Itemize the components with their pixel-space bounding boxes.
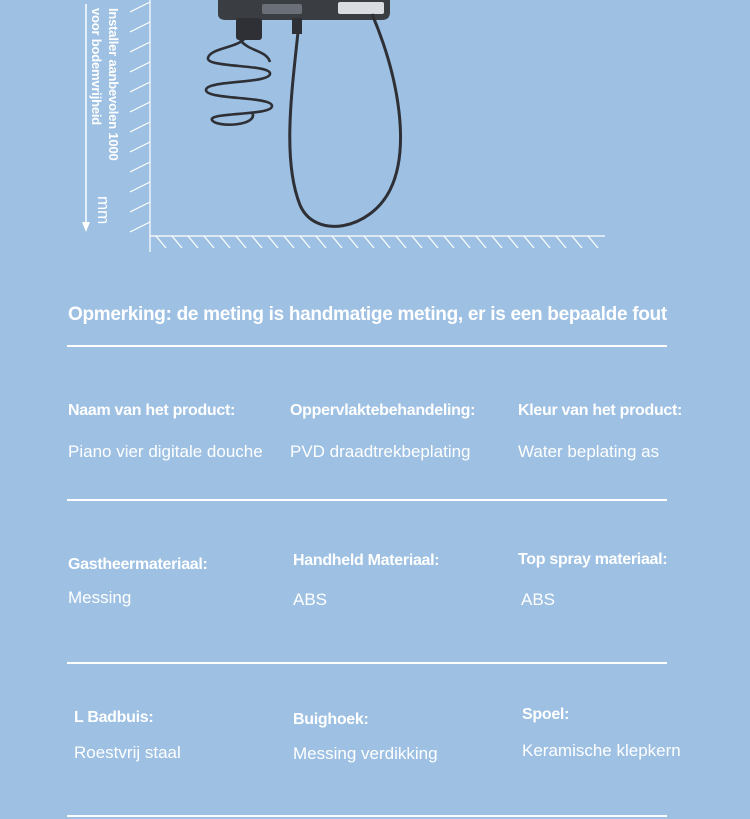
spec-value: Piano vier digitale douche [68, 442, 263, 461]
spec-host-material [68, 556, 298, 608]
spec-handheld-material [293, 552, 523, 610]
spec-label: Spoel: [522, 706, 570, 723]
install-note-line1: Installer aanbevolen 1000 [106, 8, 121, 161]
measurement-remark: Opmerking: de meting is handmatige meting, er is een bepaalde fout [68, 304, 667, 325]
spec-label: Buighoek: [293, 711, 369, 728]
unit-label: mm [94, 196, 113, 225]
spec-product-name [68, 402, 298, 462]
mixer-panel [218, 0, 390, 40]
shower-illustration [0, 0, 750, 290]
divider [67, 499, 667, 501]
spec-label: Gastheermateriaal: [68, 556, 208, 573]
spec-label: Top spray materiaal: [518, 551, 668, 568]
floor-hatch [150, 236, 605, 248]
spec-value: Messing verdikking [293, 744, 438, 763]
coiled-hose [206, 38, 272, 125]
wall-ruler [130, 0, 150, 252]
spec-label: L Badbuis: [74, 709, 154, 726]
spec-value: Messing [68, 588, 132, 607]
spec-value: ABS [521, 590, 556, 609]
spec-label: Kleur van het product: [518, 402, 683, 419]
spec-bend-angle [293, 711, 523, 764]
spec-label: Oppervlaktebehandeling: [290, 402, 476, 419]
shower-hose [290, 14, 401, 226]
spec-surface-treatment [290, 402, 520, 462]
install-height-note [88, 8, 122, 161]
spec-valve-core [522, 706, 750, 761]
spec-value: Roestvrij staal [74, 743, 181, 762]
spec-value: ABS [293, 590, 328, 609]
spec-top-spray-material [518, 551, 748, 610]
spec-label: Handheld Materiaal: [293, 552, 440, 569]
spec-product-color [518, 402, 748, 462]
spec-value: Keramische klepkern [522, 741, 681, 760]
divider [67, 815, 667, 817]
spec-label: Naam van het product: [68, 402, 236, 419]
spec-value: PVD draadtrekbeplating [290, 442, 471, 461]
spec-value: Water beplating as [518, 442, 660, 461]
spec-bath-tube [74, 709, 304, 763]
divider [67, 345, 667, 347]
install-note-line2: voor bodemvrijheid [89, 8, 104, 126]
divider [67, 662, 667, 664]
